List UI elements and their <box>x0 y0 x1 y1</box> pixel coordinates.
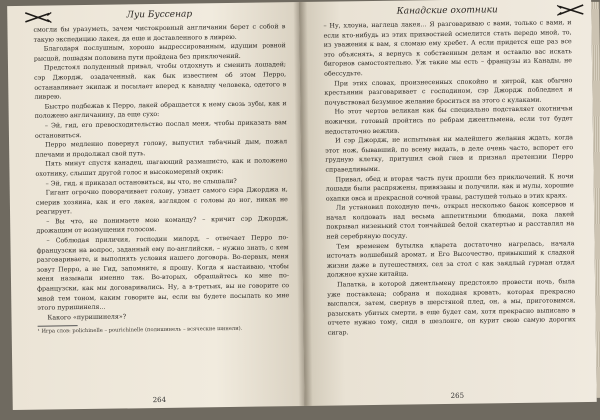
crossed-rifles-ornament-icon <box>23 10 53 24</box>
paragraph: Тем временем бутылка кларета достаточно нагрелась, начала источать волшебный аромат, и Его Высочество, привыкший к сладкой жизни даже в путешествиях, сел за стол с как заядлый гурман отдал должное кухне китайца. <box>326 239 575 280</box>
right-running-head-text: Канадские охотники <box>396 5 498 17</box>
paragraph: смогли бы уразуметь, зачем чистокровный англичанин берет с собой в такую экспедицию лакея, да еще и доставленного в ливрею. <box>33 23 286 44</box>
paragraph: Привал, обед и вторая часть пути прошли без приключений. К ночи лошади были распряжены, привязаны и получили, как и мулы, хорошие охапки овса и прекрасной сочной травы, растущей только в этих краях. <box>325 172 574 203</box>
paragraph: Но этот чертов великан как бы специально подставляет охотничьи ножички, готовый пройтись по ребрам джентльмена, если тот будет недостаточно вежлив. <box>324 105 573 136</box>
right-page-number: 265 <box>450 391 465 400</box>
paragraph: Пять минут спустя канадец, шагающий размашисто, как и положено охотнику, слышит другой голос и высокомерный окрик: <box>35 157 288 178</box>
paragraph: – Ну, хлоуна, наглеца лакея… Я разговариваю с вами, только с вами, и если кто-нибудь из этих прихвостней осмелится стать передо мной, то, из уважения к вам, я сломаю ему хребет. А если придется еще раз все это объяснять, я вернусь к собственным делам и оставлю вас искать бигорнов самостоятельно. Уж такие мы есть – французы из Канады, не обессудьте. <box>323 19 573 78</box>
paragraph: – Эй, гид, его превосходительство послал меня, чтобы приказать вам остановиться. <box>34 119 287 140</box>
paragraph: – Эй, гид, я приказал остановиться, вы что, не слышали? <box>45 177 237 188</box>
left-running-head-text: Луи Буссенар <box>126 9 193 21</box>
left-page-text <box>33 22 289 323</box>
left-page <box>7 2 305 410</box>
left-running-head <box>33 8 285 24</box>
paragraph: Благодаря послушным, хорошо выдрессированным, идущим ровной рысцой, лошадям половина пути пройдена без приключений. <box>33 42 286 63</box>
paragraph: Палатка, в которой джентльмену предстояло провести ночь, была уже поставлена; собрана и походная кровать, которая прекрасно выспался, затем, свернув в шерстяной плед, он, а мы, приготовимся, разыскать убитых смерти, в еще будет сам, хотя прекрасно выписано в отчете нужно тому, сидя в шезлонге, он курит свою самую дорогих сигар. <box>327 278 576 337</box>
left-page-number: 264 <box>152 395 167 405</box>
paragraph: И сэр Джордж, не испытывая ни малейшего желания ждать, когда этот нож, бывавший, по всему видать, в деле очень часто, вспорет его грудную клетку, притушил свой гнев и признал претензии Перро справедливыми. <box>325 134 574 174</box>
paragraph: Ли установил походную печь, открыл несколько банок консервов и начал колдовать над весьма аппетитными блюдами, пока лакей покрывал низенький стол тончайшей белой скатертью и расставлял на ней серебряную посуду. <box>326 201 575 241</box>
footnote-rule <box>38 326 78 328</box>
paragraph: Быстро подбежав к Перро, лакей обращается к нему свозь зубы, как и положено англичанину, да еще сухо: <box>34 99 287 121</box>
paragraph: – Соблюдая приличия, господин милорд, – отвечает Перро по-французски на вопрос, заданный ему по-английски, – нужно знать, с кем разговариваете, и выполнять условия нашего договора. Во-первых, меня зовут Перро, а не Гид, запомните, я прошу. Когда я настаиваю, чтобы меня называли именно так. Во-вторых, обращайтесь ко мне по-французски, как мы договаривались. Ну, а в-третьих, вы не говорите со мной тем тоном, каким говорите вы, если вы будете посылать ко мне этого пуришинеля… <box>36 234 290 312</box>
right-running-head <box>323 4 571 19</box>
paragraph: Перро медленно повернул голову, выпустил табачный дым, пожал плечами и продолжал свой путь. <box>35 138 288 159</box>
right-page-text <box>323 18 575 338</box>
crossed-rifles-ornament-icon <box>555 3 585 17</box>
paragraph: Предстоял полуденный привал, чтобы отдохнуть и сменить лошадей; сэр Джордж, озадаченный, как бык известием об этом Перро, останавливает экипаж и посылает вперед к канадцу человека, одетого в ливрею. <box>34 61 287 101</box>
paragraph: – Вы что, не понимаете мою команду? – кричит сэр Джордж, дрожащим от возмущения голосом. <box>36 215 289 236</box>
paragraph: Гигант огрочно поворачивает голову, узнает самого сэра Джорджа и, смерив хозяина, как и его лакея, взглядом с головы до ног, никак не реагирует. <box>35 186 288 216</box>
book-spread <box>7 0 595 420</box>
paragraph: При этих словах, произнесенных спокойно и хитрой, как обычно крестьянин разговаривает с господином, сэр Джордж побледнел и почувствовал безумное желание броситься на этого с кулаками. <box>324 76 573 107</box>
paragraph: Какого «пуришинеля»? <box>47 313 127 322</box>
right-page <box>299 0 597 406</box>
footnote: ¹ Игра слов: polichinelle – pourichinelle (полишинель – всяческие шинели). <box>37 326 243 336</box>
